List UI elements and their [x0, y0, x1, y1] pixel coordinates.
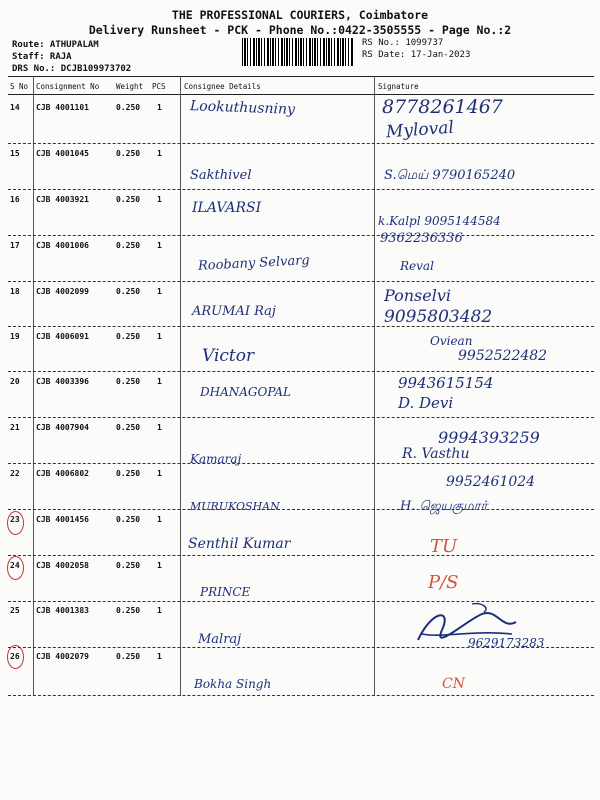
- row-pcs: 1: [157, 195, 162, 204]
- row-sno: 26: [10, 652, 20, 661]
- row-weight: 0.250: [116, 561, 141, 570]
- row-consignment-no: CJB 4007904: [36, 423, 89, 432]
- row-sno: 20: [10, 377, 20, 386]
- runsheet-subtitle: Delivery Runsheet - PCK - Phone No.:0422-3505555 - Page No.:2: [88, 23, 512, 37]
- row-consignment-no: CJB 4002079: [36, 652, 89, 661]
- row-pcs: 1: [157, 606, 162, 615]
- row-weight: 0.250: [116, 377, 141, 386]
- consignee-handwriting: ILAVARSI: [192, 200, 262, 216]
- row-consignment-no: CJB 4003396: [36, 377, 89, 386]
- col-divider: [180, 76, 181, 696]
- consignee-handwriting: Roobany Selvarg: [197, 253, 311, 274]
- row-sno: 18: [10, 287, 20, 296]
- signature-phone: 9362236336: [380, 231, 463, 246]
- consignee-handwriting: Lookuthusniny: [189, 98, 296, 118]
- col-header-consignment: Consignment No: [36, 82, 100, 91]
- signature-name: Ponselvi: [384, 286, 452, 305]
- col-header-signature: Signature: [378, 82, 419, 91]
- consignee-handwriting: DHANAGOPAL: [200, 385, 291, 399]
- row-weight: 0.250: [116, 423, 141, 432]
- row-sno: 19: [10, 332, 20, 341]
- row-weight: 0.250: [116, 515, 141, 524]
- drs-number: DRS No.: DCJB109973702: [12, 64, 132, 74]
- row-sno: 16: [10, 195, 20, 204]
- signature-phone: 8778261467: [382, 96, 503, 118]
- row-sno: 24: [10, 561, 20, 570]
- row-divider: [8, 463, 594, 464]
- signature-name: Oviean: [430, 334, 473, 348]
- row-sno: 15: [10, 149, 20, 158]
- signature-phone: 9629173283: [468, 636, 545, 650]
- row-divider: [8, 189, 594, 190]
- row-weight: 0.250: [116, 287, 141, 296]
- row-divider: [8, 555, 594, 556]
- table-header-rule: [8, 94, 594, 95]
- row-consignment-no: CJB 4001101: [36, 103, 89, 112]
- row-pcs: 1: [157, 241, 162, 250]
- signature-remark: CN: [442, 676, 465, 692]
- row-divider: [8, 647, 594, 648]
- col-divider: [374, 76, 375, 696]
- row-divider: [8, 509, 594, 510]
- row-consignment-no: CJB 4001045: [36, 149, 89, 158]
- col-header-sno: S No: [10, 82, 29, 91]
- rs-number: RS No.: 1099737: [362, 38, 444, 48]
- consignee-handwriting: Senthil Kumar: [188, 536, 291, 552]
- signature-phone: 9943615154: [398, 374, 494, 392]
- row-consignment-no: CJB 4001383: [36, 606, 89, 615]
- row-weight: 0.250: [116, 652, 141, 661]
- row-consignment-no: CJB 4006802: [36, 469, 89, 478]
- row-sno: 17: [10, 241, 20, 250]
- signature-name: D. Devi: [398, 394, 454, 412]
- table-top-rule: [8, 76, 594, 77]
- consignee-handwriting: Sakthivel: [190, 168, 252, 183]
- row-divider: [8, 281, 594, 282]
- consignee-handwriting: PRINCE: [200, 585, 251, 599]
- row-consignment-no: CJB 4002099: [36, 287, 89, 296]
- consignee-handwriting: Kamaraj: [190, 452, 242, 466]
- consignee-handwriting: Bokha Singh: [194, 677, 272, 691]
- row-sno: 22: [10, 469, 20, 478]
- row-divider: [8, 235, 594, 236]
- signature-phone: 9994393259: [438, 428, 540, 447]
- row-consignment-no: CJB 4001006: [36, 241, 89, 250]
- consignee-handwriting: Malraj: [198, 632, 242, 647]
- row-pcs: 1: [157, 423, 162, 432]
- rs-date: RS Date: 17-Jan-2023: [362, 50, 471, 60]
- row-pcs: 1: [157, 469, 162, 478]
- col-header-pcs: PCS: [152, 82, 166, 91]
- runsheet-title: THE PROFESSIONAL COURIERS, Coimbatore: [171, 8, 429, 22]
- col-divider: [33, 76, 34, 696]
- signature-name: Reval: [400, 259, 434, 273]
- row-pcs: 1: [157, 515, 162, 524]
- row-pcs: 1: [157, 561, 162, 570]
- col-header-consignee: Consignee Details: [184, 82, 261, 91]
- row-pcs: 1: [157, 377, 162, 386]
- row-weight: 0.250: [116, 332, 141, 341]
- row-divider: [8, 417, 594, 418]
- staff-label: Staff: RAJA: [12, 52, 72, 62]
- row-consignment-no: CJB 4001456: [36, 515, 89, 524]
- signature-remark: P/S: [428, 572, 459, 593]
- row-weight: 0.250: [116, 606, 141, 615]
- row-weight: 0.250: [116, 241, 141, 250]
- row-weight: 0.250: [116, 195, 141, 204]
- row-pcs: 1: [157, 652, 162, 661]
- signature-phone: 9952461024: [446, 474, 536, 490]
- consignee-handwriting: MURUKOSHAN: [190, 500, 280, 513]
- row-pcs: 1: [157, 103, 162, 112]
- row-divider: [8, 143, 594, 144]
- signature-phone: 9952522482: [458, 348, 548, 364]
- row-sno: 23: [10, 515, 20, 524]
- row-pcs: 1: [157, 149, 162, 158]
- row-divider: [8, 371, 594, 372]
- row-consignment-no: CJB 4003921: [36, 195, 89, 204]
- signature-name: H. ஜெயகுமார்: [400, 499, 488, 514]
- signature-name: R. Vasthu: [402, 446, 470, 462]
- signature-name: Myloval: [385, 117, 455, 143]
- row-divider: [8, 695, 594, 696]
- row-weight: 0.250: [116, 149, 141, 158]
- row-divider: [8, 326, 594, 327]
- row-weight: 0.250: [116, 469, 141, 478]
- col-header-weight: Weight: [116, 82, 144, 91]
- row-consignment-no: CJB 4006091: [36, 332, 89, 341]
- signature-phone: 9095803482: [384, 307, 493, 327]
- row-pcs: 1: [157, 287, 162, 296]
- row-sno: 21: [10, 423, 20, 432]
- consignee-handwriting: Victor: [202, 346, 255, 366]
- row-sno: 14: [10, 103, 20, 112]
- signature-name: k.Kalpl 9095144584: [378, 214, 501, 228]
- barcode-image: [242, 38, 354, 66]
- signature-remark: TU: [430, 536, 458, 557]
- route-label: Route: ATHUPALAM: [12, 40, 99, 50]
- row-pcs: 1: [157, 332, 162, 341]
- row-consignment-no: CJB 4002058: [36, 561, 89, 570]
- consignee-handwriting: ARUMAI Raj: [192, 304, 276, 319]
- row-weight: 0.250: [116, 103, 141, 112]
- row-sno: 25: [10, 606, 20, 615]
- signature-phone: S.மெய் 9790165240: [384, 168, 516, 183]
